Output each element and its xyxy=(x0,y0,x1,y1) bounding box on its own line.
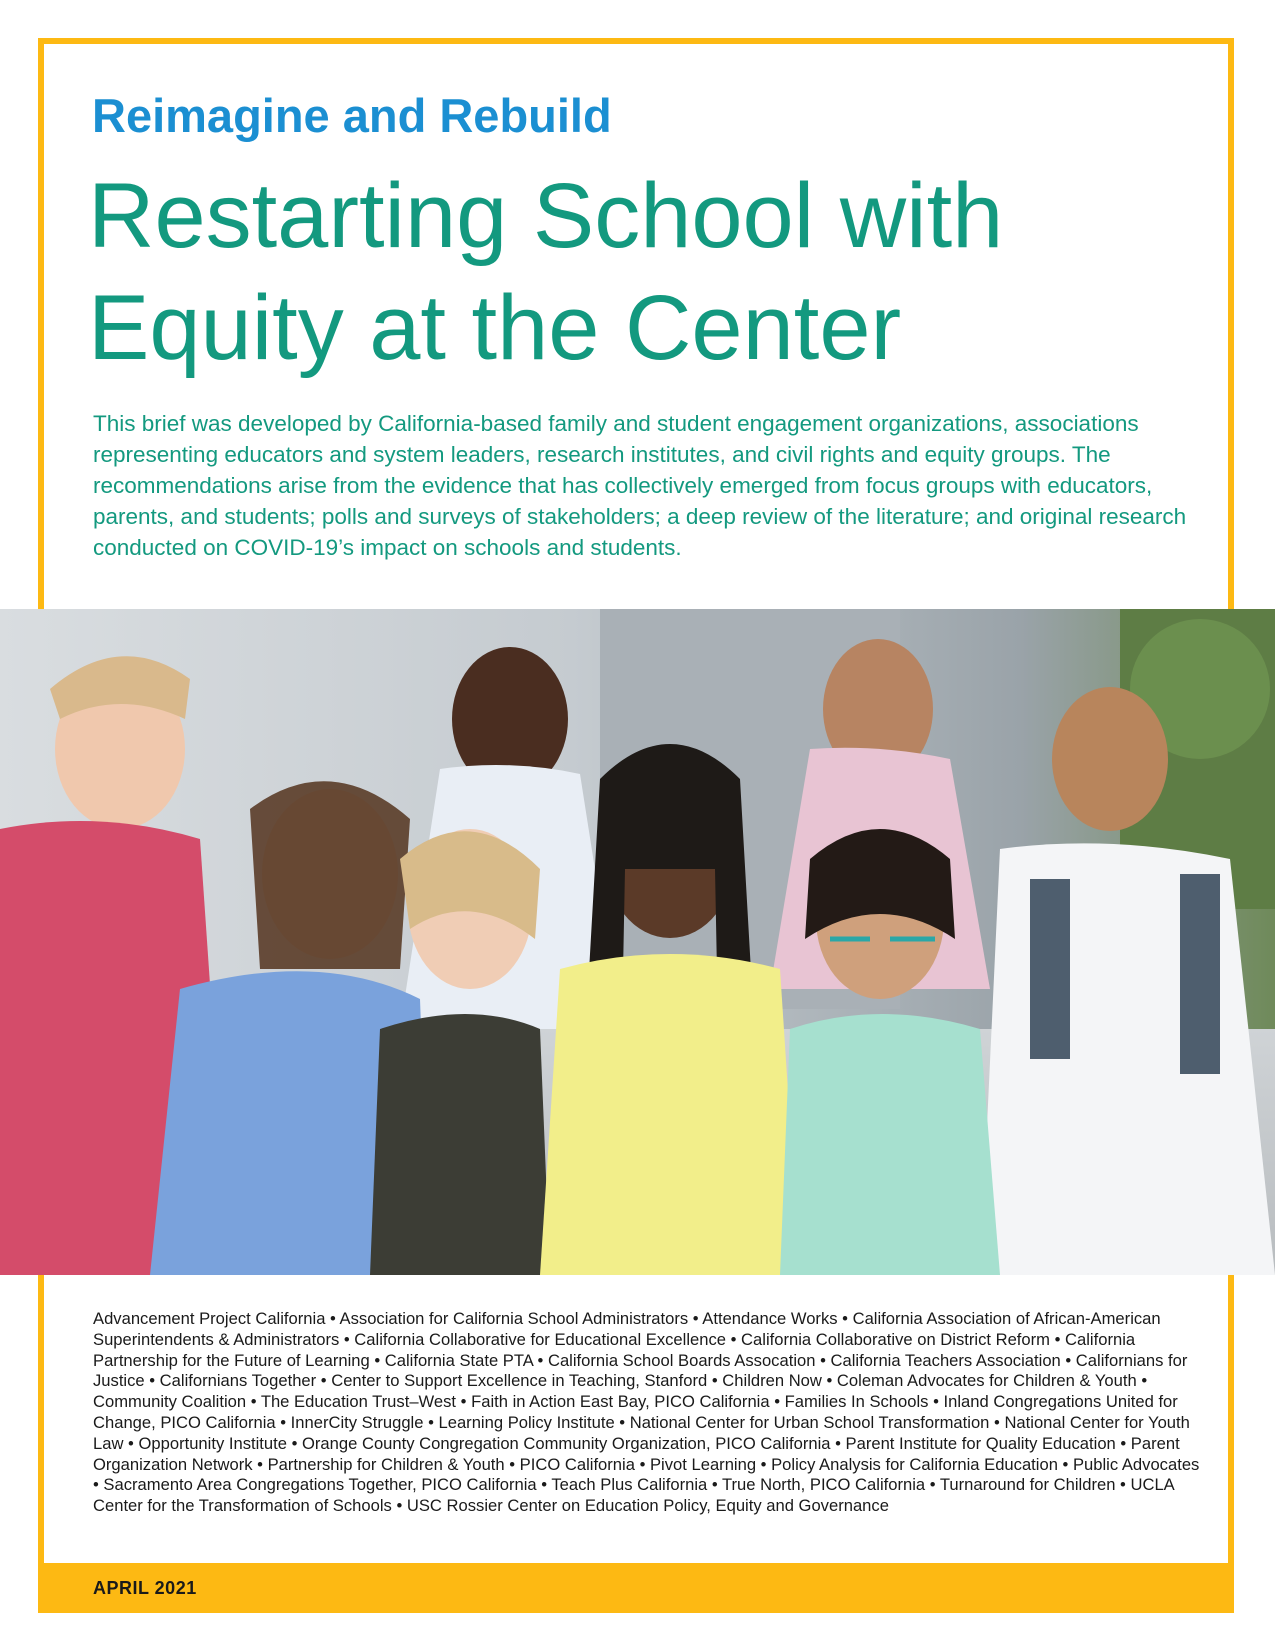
page-title xyxy=(88,160,1198,384)
footer-bar xyxy=(38,1563,1234,1613)
partner-organizations-list: Advancement Project California • Association for California School Administrators • Attendance Works • California Association of African-American Superintendents & Administrators • California Collaborative for Educational Excellence • California Collaborative on District Reform • California Partnership for the Future of Learning • California State PTA • California School Boards Assocation • California Teachers Association • Californians for Justice • Californians Together • Center to Support Excellence in Teaching, Stanford • Children Now • Coleman Advocates for Children & Youth • Community Coalition • The Education Trust–West • Faith in Action East Bay, PICO California • Families In Schools • Inland Congregations United for Change, PICO California • InnerCity Struggle • Learning Policy Institute • National Center for Urban School Transformation • National Center for Youth Law • Opportunity Institute • Orange County Congregation Community Organization, PICO California • Parent Institute for Quality Education • Parent Organization Network • Partnership for Children & Youth • PICO California • Pivot Learning • Policy Analysis for California Education • Public Advocates • Sacramento Area Congregations Together, PICO California • Teach Plus California • True North, PICO California • Turnaround for Children • UCLA Center for the Transformation of Schools • USC Rossier Center on Education Policy, Equity and Governance xyxy=(93,1309,1200,1516)
title-line-1: Restarting School with xyxy=(88,165,1004,267)
title-line-2: Equity at the Center xyxy=(88,277,902,379)
intro-paragraph: This brief was developed by California-based family and student engagement organizations, associations representing educators and system leaders, research institutes, and civil rights and equity groups. The recommendations arise from the evidence that has collectively emerged from focus groups with educators, parents, and students; polls and surveys of stakeholders; a deep review of the literature; and original research conducted on COVID-19’s impact on schools and students. xyxy=(93,411,1187,560)
students-photo xyxy=(0,609,1275,1275)
series-title: Reimagine and Rebuild xyxy=(92,89,612,142)
publication-date: APRIL 2021 xyxy=(93,1578,197,1598)
